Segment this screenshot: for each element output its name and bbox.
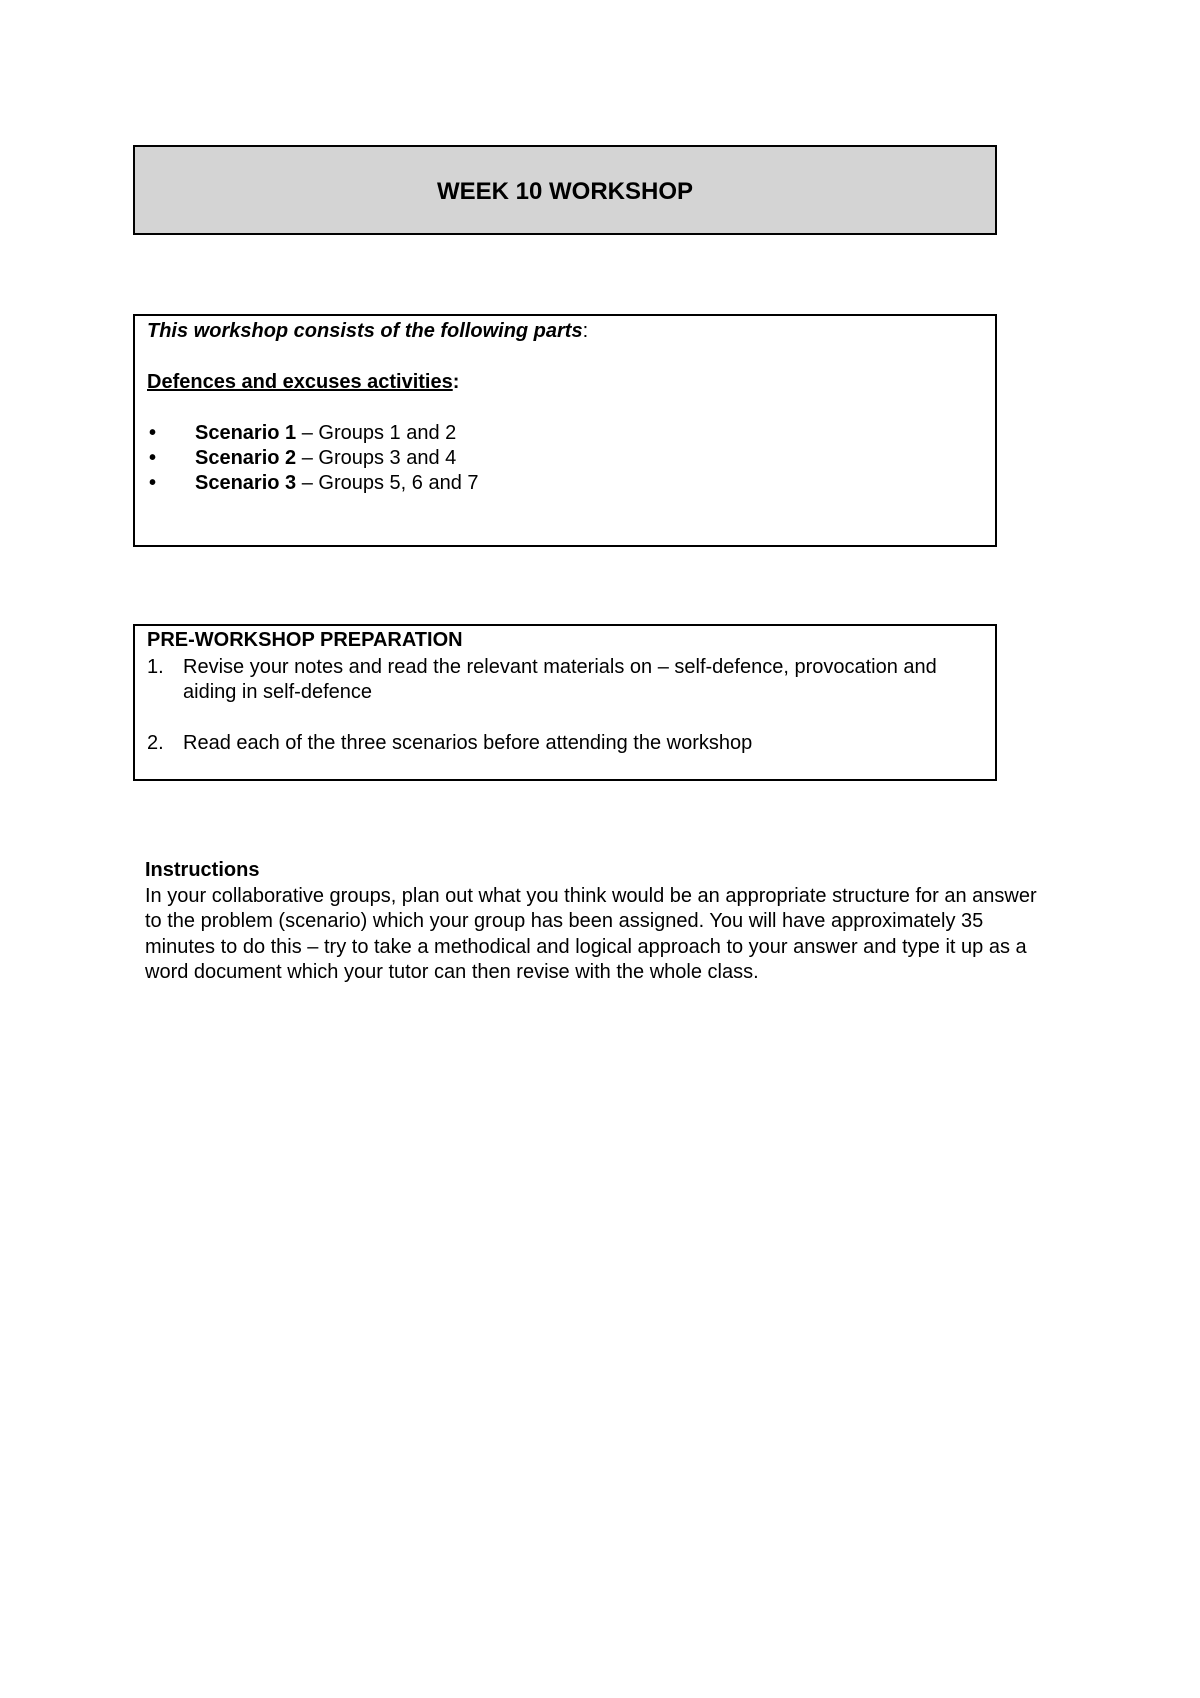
bullet-icon: • <box>149 422 157 444</box>
preparation-item-number: 1. <box>147 656 164 678</box>
preparation-list <box>147 655 983 756</box>
scenario-detail: – Groups 1 and 2 <box>296 422 457 444</box>
scenario-detail: – Groups 3 and 4 <box>296 447 457 469</box>
preparation-item-number: 2. <box>147 732 164 754</box>
preparation-item <box>147 731 983 756</box>
instructions-body: In your collaborative groups, plan out what you think would be an appropriate structure for an answer to the problem (scenario) which your group has been assigned. You will have approximately 35 minutes to do this – try to take a methodical and logical approach to your answer and type it up as a word document which your tutor can then revise with the whole class. <box>145 885 1037 983</box>
page-title: WEEK 10 WORKSHOP <box>436 178 694 205</box>
scenario-name: Scenario 2 <box>195 447 297 469</box>
bullet-icon: • <box>149 472 157 494</box>
scenario-item <box>147 421 983 446</box>
preparation-item-text: Read each of the three scenarios before attending the workshop <box>183 732 753 754</box>
scenario-name: Scenario 3 <box>195 472 297 494</box>
preparation-item <box>147 655 983 705</box>
activities-heading <box>147 370 983 395</box>
activities-heading-suffix: : <box>452 371 460 393</box>
title-banner <box>133 145 997 235</box>
instructions-section <box>145 858 1045 985</box>
parts-intro <box>147 319 983 344</box>
activities-heading-text: Defences and excuses activities <box>147 371 453 393</box>
preparation-heading: PRE-WORKSHOP PREPARATION <box>147 629 463 651</box>
scenario-name: Scenario 1 <box>195 422 297 444</box>
scenario-detail: – Groups 5, 6 and 7 <box>296 472 479 494</box>
preparation-box <box>133 624 997 781</box>
parts-intro-text: This workshop consists of the following parts <box>147 320 583 342</box>
instructions-heading: Instructions <box>145 859 260 881</box>
scenario-item <box>147 446 983 471</box>
scenario-list <box>147 421 983 496</box>
bullet-icon: • <box>149 447 157 469</box>
scenario-item <box>147 471 983 496</box>
parts-intro-suffix: : <box>582 320 589 342</box>
preparation-item-text: Revise your notes and read the relevant materials on – self-defence, provocation and aiding in self-defence <box>183 656 937 703</box>
workshop-parts-box <box>133 314 997 547</box>
